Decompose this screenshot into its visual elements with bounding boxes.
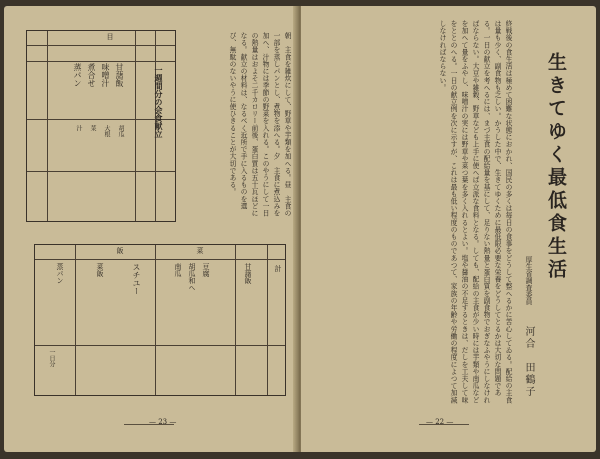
weekly-menu-item: 蒸パン (73, 63, 82, 87)
weekly-menu-caption: 一週間分の会食献立 (154, 66, 164, 138)
author-name: 河合 田鶴子 (523, 326, 534, 398)
left-body-text: 朝 主食を雑炊にして、野草や芋類を加へる。昼 主食の一部を蒸しパンとし、煮物を添へる。夕 主食に煮込みを加へ、汁物には季節の野菜を入れる。このやうにして一日の熱量はおよそ二千カロリー前後、蛋白質は五十瓦ほどになる。献立の材料は、なるべく近所で手に入るものを選び、無駄のないやうに使ひきることが大切である。 (228, 32, 291, 217)
left-page (4, 6, 297, 452)
daily-menu-item: 南瓜 (174, 263, 182, 277)
daily-menu-item: 蒸パン (56, 263, 64, 284)
article-title: 生きてゆく最低食生活 (545, 52, 567, 282)
page-number-right: — 22 — (426, 418, 454, 426)
weekly-menu-item: 味噌汁 (101, 63, 110, 87)
daily-menu-item: 菜飯 (96, 263, 104, 277)
weekly-menu-header: 目 (106, 33, 114, 40)
daily-menu-item: 甘藷飯 (244, 263, 252, 284)
weekly-menu-item: 胡瓜 (117, 125, 124, 137)
page-number-left: — 23 — (149, 418, 177, 426)
daily-menu-table (34, 244, 286, 396)
weekly-menu-item: 菜 (89, 125, 96, 131)
right-body-text: 終戦後の食生活は極めて困難な状態におかれ、国民の多くは毎日の食事をどうして整へるかに苦心してゐる。配給の主食は量も少く、副食物も乏しい。かうした中で、生きてゆくために最低限必要な栄養をどうしてとるかは大切な問題である。一日の献立を考へるには、まづ主食の配給量を基にして、足りない熱量と蛋白質を副食物でおぎなふやうにしなければならない。大豆や雑穀、野草なども上手に使へば立派な食料となる。しても、配給の主食が少い時には芋類や南瓜などを加へて量をふやし、味噌汁の実には野草や菜つ葉を多く入れるとよい。塩や醤油の不足するときは、だしを工夫して味をととのへる。一日の献立例を次に示すが、これは最も低い程度のものであつて、家族の年齢や労働の程度によつて加減しなければならない。 (438, 20, 512, 404)
weekly-menu-item: 汁 (75, 125, 82, 131)
daily-menu-item: 一日分 (48, 349, 55, 367)
daily-menu-header: 菜 (196, 247, 204, 254)
weekly-menu-item: 大根 (103, 125, 110, 137)
daily-menu-header: 飯 (116, 247, 124, 254)
weekly-menu-item: 煮合せ (87, 63, 96, 87)
daily-menu-item: 豆腐 (202, 263, 210, 277)
daily-menu-header: 計 (274, 265, 282, 272)
daily-menu-item: 胡瓜和へ (188, 263, 196, 291)
author-role: 厚生省調査委員 (525, 256, 533, 305)
weekly-menu-item: 甘藷飯 (115, 63, 124, 87)
right-page (301, 6, 596, 452)
daily-menu-item: スチユー (132, 263, 141, 295)
